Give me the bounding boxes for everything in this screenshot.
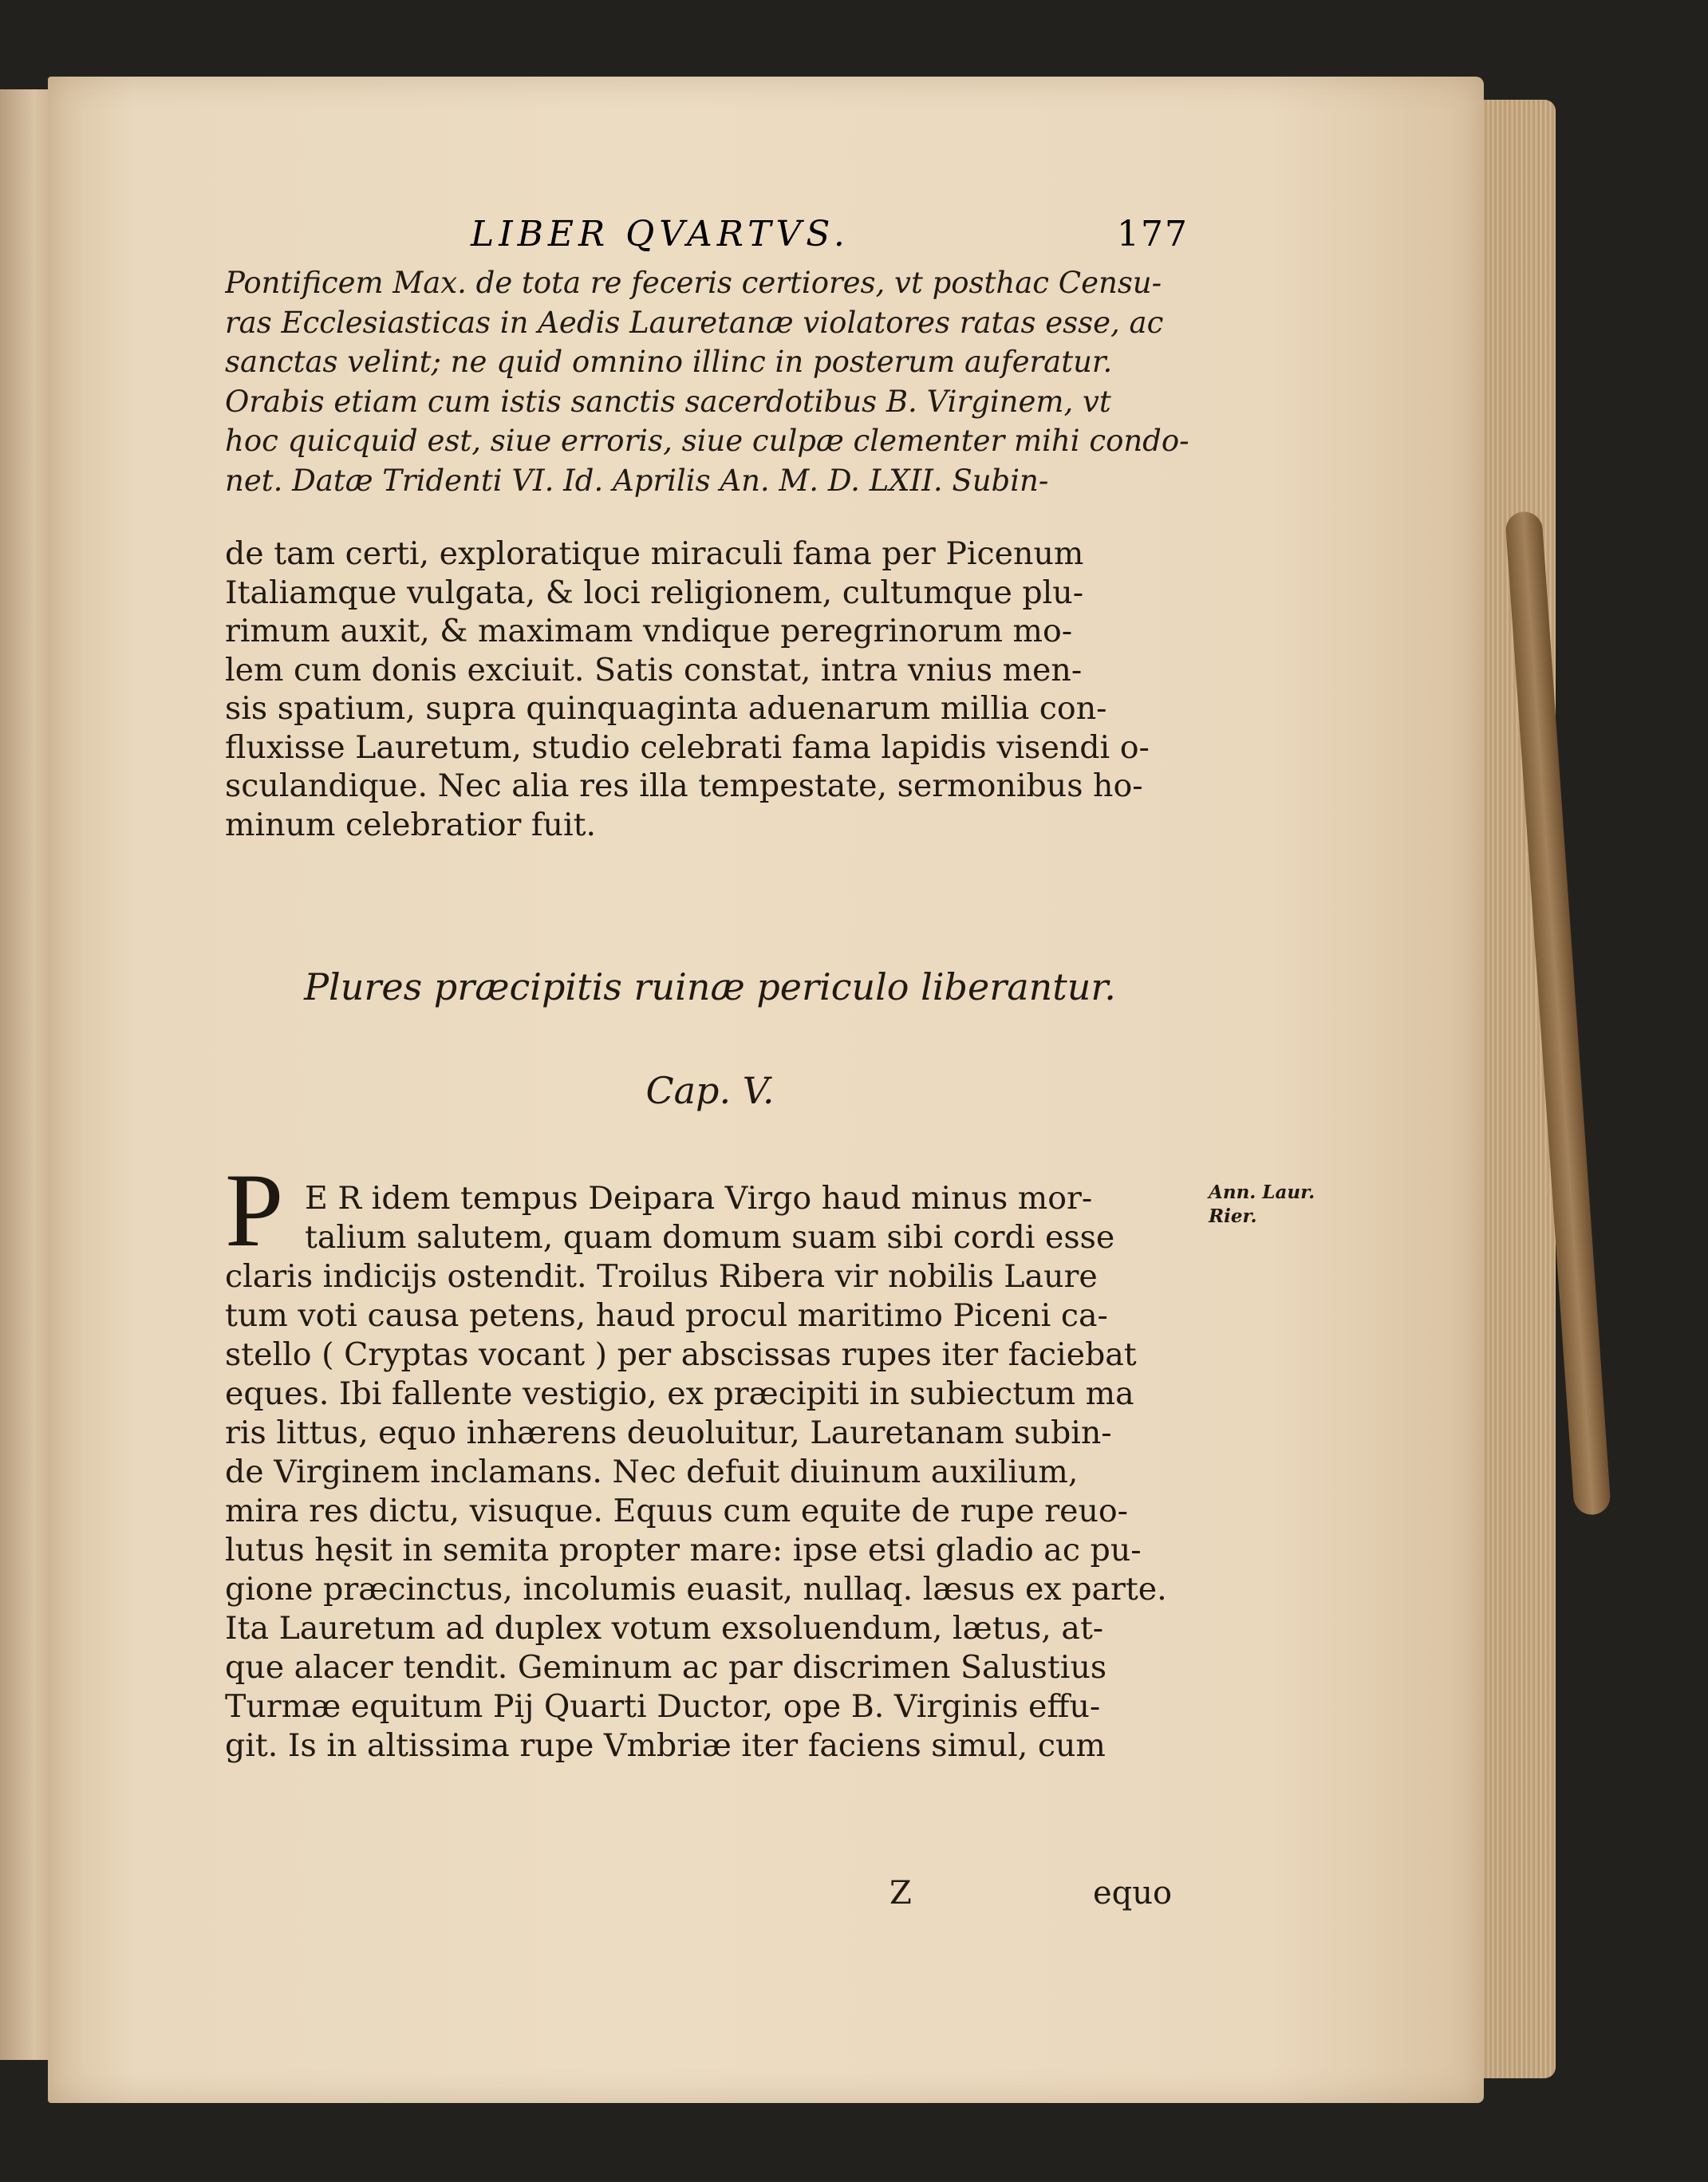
- signature-mark: Z: [890, 1875, 912, 1912]
- running-head: [471, 214, 1189, 262]
- text-line: Pontificem Max. de tota re feceris certiores, vt posthac Censu-: [225, 266, 1162, 300]
- text-line: sanctas velint; ne quid omnino illinc in posterum auferatur.: [225, 345, 1113, 379]
- text-line: Ita Lauretum ad duplex votum exsoluendum, lætus, at-: [225, 1610, 1104, 1647]
- running-head-title: LIBER QVARTVS.: [471, 214, 850, 255]
- text-line: minum celebratior fuit.: [225, 806, 597, 843]
- text-line: lem cum donis exciuit. Satis constat, intra vnius men-: [225, 651, 1083, 689]
- text-line: Turmæ equitum Pij Quarti Ductor, ope B. Virginis effu-: [225, 1688, 1101, 1725]
- text-line: mira res dictu, visuque. Equus cum equite de rupe reuo-: [225, 1493, 1129, 1529]
- chapter-number: Cap. V.: [645, 1069, 775, 1112]
- italic-paragraph: [225, 263, 1194, 500]
- text-line: rimum auxit, & maximam vndique peregrinorum mo-: [225, 613, 1073, 649]
- text-line: ras Ecclesiasticas in Aedis Lauretanæ violatores ratas esse, ac: [225, 305, 1164, 340]
- text-line: eques. Ibi fallente vestigio, ex præcipiti in subiectum ma: [225, 1375, 1134, 1412]
- text-line: E R idem tempus Deipara Virgo haud minus mor-: [305, 1180, 1093, 1217]
- drop-capital: P: [225, 1151, 284, 1269]
- roman-paragraph: [225, 535, 1194, 844]
- text-line: stello ( Cryptas vocant ) per abscissas rupes iter faciebat: [225, 1336, 1137, 1373]
- text-line: Orabis etiam cum istis sanctis sacerdotibus B. Virginem, vt: [225, 384, 1111, 419]
- text-line: talium salutem, quam domum suam sibi cordi esse: [305, 1219, 1115, 1256]
- text-line: tum voti causa petens, haud procul maritimo Piceni ca-: [225, 1297, 1108, 1334]
- text-line: de tam certi, exploratique miraculi fama per Picenum: [225, 535, 1084, 572]
- chapter-title: Plures præcipitis ruinæ periculo liberantur.: [304, 965, 1116, 1008]
- text-line: lutus hęsit in semita propter mare: ipse etsi gladio ac pu-: [225, 1532, 1142, 1568]
- marginal-note-line: Ann. Laur.: [1209, 1182, 1316, 1203]
- text-line: hoc quicquid est, siue erroris, siue culpæ clementer mihi condo-: [225, 424, 1189, 458]
- text-line: que alacer tendit. Geminum ac par discrimen Salustius: [225, 1649, 1107, 1686]
- marginal-note: [1209, 1181, 1352, 1229]
- text-line: net. Datæ Tridenti VI. Id. Aprilis An. M. D. LXII. Subin-: [225, 463, 1049, 498]
- text-line: claris indicijs ostendit. Troilus Ribera vir nobilis Laure: [225, 1258, 1098, 1295]
- text-line: fluxisse Lauretum, studio celebrati fama lapidis visendi o-: [225, 728, 1150, 766]
- text-line: ris littus, equo inhærens deuoluitur, Lauretanam subin-: [225, 1415, 1112, 1451]
- marginal-note-line: Rier.: [1209, 1205, 1257, 1227]
- text-line: git. Is in altissima rupe Vmbriæ iter faciens simul, cum: [225, 1727, 1106, 1764]
- text-line: sculandique. Nec alia res illa tempestate, sermonibus ho-: [225, 767, 1143, 804]
- main-paragraph: [225, 1179, 1194, 1766]
- page-number: 177: [1117, 214, 1189, 255]
- text-line: sis spatium, supra quinquaginta aduenarum millia con-: [225, 690, 1107, 727]
- catchword: equo: [1093, 1875, 1173, 1912]
- text-line: de Virginem inclamans. Nec defuit diuinum auxilium,: [225, 1454, 1079, 1490]
- text-line: Italiamque vulgata, & loci religionem, cultumque plu-: [225, 574, 1084, 611]
- text-line: gione præcinctus, incolumis euasit, nullaq. læsus ex parte.: [225, 1571, 1167, 1608]
